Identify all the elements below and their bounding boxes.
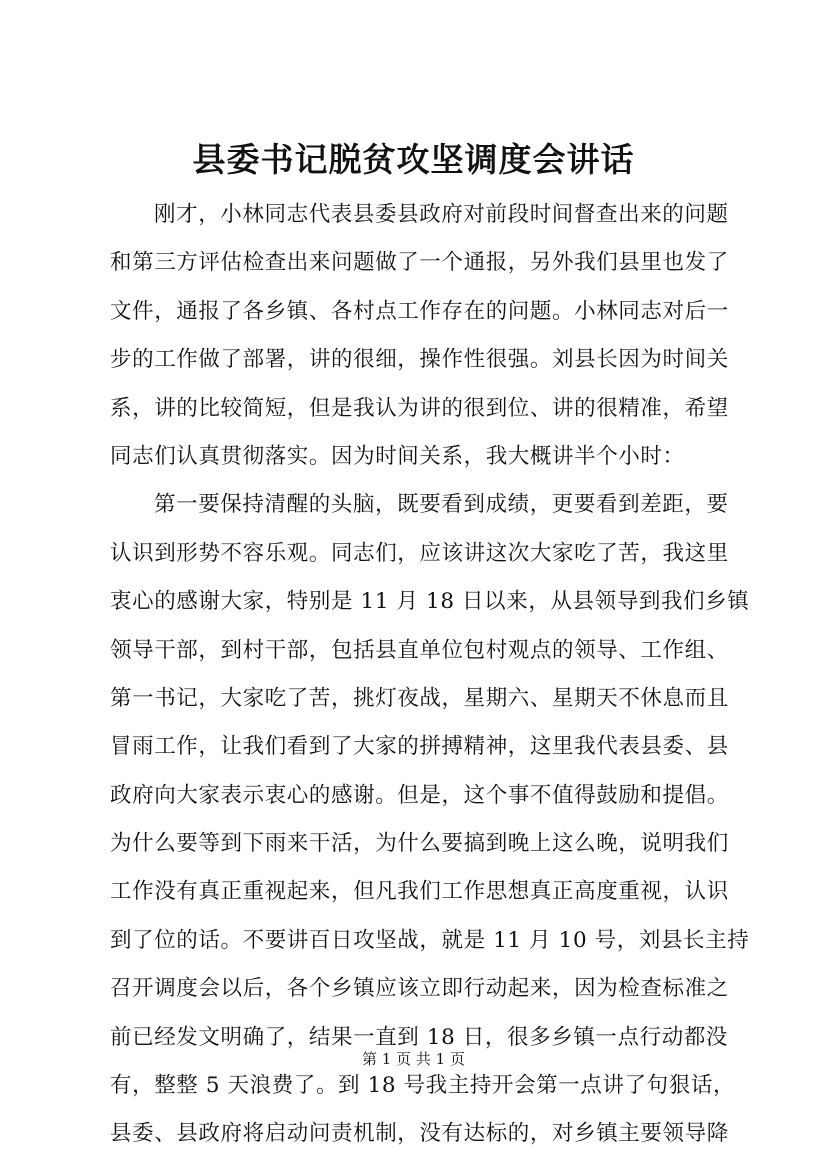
body-line: 召开调度会以后，各个乡镇应该立即行动起来，因为检查标准之 — [110, 976, 729, 1002]
body-line: 第一书记，大家吃了苦，挑灯夜战，星期六、星期天不休息而且 — [110, 685, 729, 711]
body-line-paragraph-2-start: 第一要保持清醒的头脑，既要看到成绩，更要看到差距，要 — [154, 492, 729, 518]
body-line: 冒雨工作，让我们看到了大家的拼搏精神，这里我代表县委、县 — [110, 734, 729, 760]
body-line: 县委、县政府将启动问责机制，没有达标的，对乡镇主要领导降 — [110, 1121, 729, 1147]
body-line-paragraph-1-start: 刚才，小林同志代表县委县政府对前段时间督查出来的问题 — [154, 202, 729, 227]
body-line: 衷心的感谢大家，特别是 11 月 18 日以来，从县领导到我们乡镇 — [110, 589, 750, 615]
body-line: 到了位的话。不要讲百日攻坚战，就是 11 月 10 号，刘县长主持 — [110, 927, 750, 953]
body-line: 为什么要等到下雨来干活，为什么要搞到晚上这么晚，说明我们 — [110, 831, 729, 857]
body-line: 前已经发文明确了，结果一直到 18 日，很多乡镇一点行动都没 — [110, 1024, 729, 1050]
body-line: 步的工作做了部署，讲的很细，操作性很强。刘县长因为时间关 — [110, 347, 729, 373]
body-line: 文件，通报了各乡镇、各村点工作存在的问题。小林同志对后一 — [110, 298, 729, 324]
body-line: 认识到形势不容乐观。同志们，应该讲这次大家吃了苦，我这里 — [110, 540, 729, 566]
document-body — [110, 191, 750, 1159]
body-line: 同志们认真贯彻落实。因为时间关系，我大概讲半个小时： — [110, 443, 685, 469]
document-title: 县委书记脱贫攻坚调度会讲话 — [192, 140, 635, 179]
body-line: 工作没有真正重视起来，但凡我们工作思想真正高度重视，认识 — [110, 879, 729, 905]
body-line: 政府向大家表示衷心的感谢。但是，这个事不值得鼓励和提倡。 — [110, 782, 729, 808]
body-line: 和第三方评估检查出来问题做了一个通报，另外我们县里也发了 — [110, 250, 729, 276]
page-number-footer: 第 1 页 共 1 页 — [362, 1050, 465, 1068]
body-line: 有，整整 5 天浪费了。到 18 号我主持开会第一点讲了句狠话， — [110, 1073, 736, 1099]
body-line: 系，讲的比较简短，但是我认为讲的很到位、讲的很精准，希望 — [110, 395, 729, 421]
body-line: 领导干部，到村干部，包括县直单位包村观点的领导、工作组、 — [110, 637, 729, 663]
